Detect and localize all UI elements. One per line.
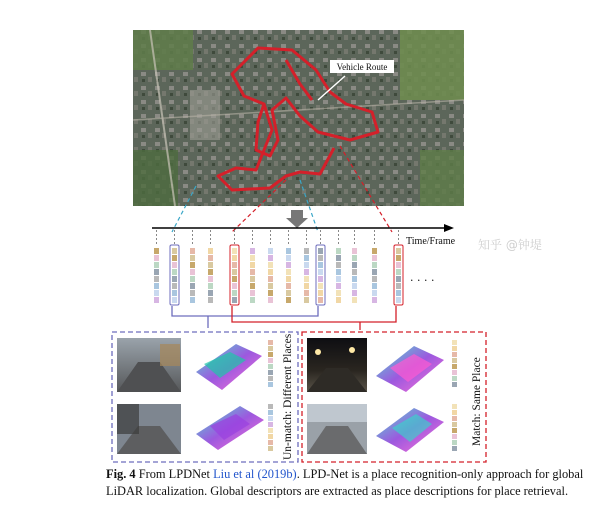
descriptor-cell (396, 255, 401, 261)
descriptor-cell (372, 262, 377, 268)
descriptor-cell (190, 297, 195, 303)
descriptor-cell (286, 255, 291, 261)
descriptor-cell (336, 255, 341, 261)
descriptor-cell (232, 290, 237, 296)
descriptor-cell (268, 297, 273, 303)
descriptor-cell (336, 262, 341, 268)
descriptor-cell (268, 376, 273, 381)
descriptor-cell (286, 283, 291, 289)
descriptor-cell (336, 283, 341, 289)
descriptor-cell (268, 404, 273, 409)
descriptor-cell (336, 297, 341, 303)
descriptor-cell (190, 255, 195, 261)
descriptor-cell (352, 248, 357, 254)
descriptor-cell (268, 290, 273, 296)
descriptor-cell (286, 276, 291, 282)
match-camera-top (307, 338, 367, 392)
descriptor-cell (172, 269, 177, 275)
descriptor-cell (286, 262, 291, 268)
descriptor-cell (352, 269, 357, 275)
descriptor-cell (396, 283, 401, 289)
descriptor-cell (268, 340, 273, 345)
descriptor-cell (396, 276, 401, 282)
descriptor-cell (268, 416, 273, 421)
descriptor-cell (304, 276, 309, 282)
descriptor-cell (318, 255, 323, 261)
descriptor-cell (232, 276, 237, 282)
unmatch-camera-bottom (117, 404, 181, 454)
descriptor-cell (304, 262, 309, 268)
route-label: Vehicle Route (336, 62, 388, 72)
unmatch-label: Un-match: Different Places (282, 333, 294, 460)
descriptor-cell (352, 290, 357, 296)
descriptor-cell (268, 269, 273, 275)
descriptor-cell (208, 269, 213, 275)
descriptor-cell (172, 255, 177, 261)
descriptor-cell (250, 276, 255, 282)
descriptor-cell (318, 269, 323, 275)
descriptor-cell (232, 262, 237, 268)
descriptor-cell (190, 248, 195, 254)
descriptor-cell (452, 370, 457, 375)
descriptor-columns (154, 230, 403, 305)
descriptor-cell (172, 248, 177, 254)
descriptor-cell (172, 276, 177, 282)
descriptor-cell (452, 446, 457, 451)
descriptor-cell (304, 248, 309, 254)
descriptor-cell (352, 262, 357, 268)
caption-prefix: Fig. 4 (106, 467, 136, 481)
descriptor-cell (452, 382, 457, 387)
descriptor-cell (396, 248, 401, 254)
descriptor-cell (268, 255, 273, 261)
descriptor-cell (154, 290, 159, 296)
match-pointcloud-top (376, 346, 444, 392)
descriptor-cell (396, 262, 401, 268)
descriptor-cell (336, 290, 341, 296)
descriptor-cell (232, 283, 237, 289)
descriptor-cell (190, 269, 195, 275)
timeline-ellipsis: · · · · (410, 274, 435, 287)
descriptor-cell (452, 410, 457, 415)
descriptor-cell (268, 262, 273, 268)
descriptor-cell (372, 297, 377, 303)
unmatch-pointcloud-bottom (196, 406, 264, 450)
descriptor-cell (268, 446, 273, 451)
descriptor-cell (452, 346, 457, 351)
descriptor-cell (318, 262, 323, 268)
unmatch-descriptor-vectors (268, 340, 273, 451)
caption-text-2: . LPD-Net is a place recognition-only approach for global LiDAR localization. Global descriptors are extracted as place descriptions for place retrieval. (106, 467, 584, 498)
descriptor-cell (352, 276, 357, 282)
descriptor-cell (208, 248, 213, 254)
descriptor-cell (396, 297, 401, 303)
descriptor-cell (452, 416, 457, 421)
descriptor-cell (268, 283, 273, 289)
descriptor-cell (268, 382, 273, 387)
descriptor-cell (154, 248, 159, 254)
descriptor-cell (250, 283, 255, 289)
descriptor-cell (452, 434, 457, 439)
descriptor-cell (372, 248, 377, 254)
descriptor-cell (372, 283, 377, 289)
caption-citation-link[interactable]: Liu et al (2019b) (213, 467, 297, 481)
descriptor-cell (304, 290, 309, 296)
descriptor-cell (336, 276, 341, 282)
descriptor-cell (232, 255, 237, 261)
descriptor-cell (336, 248, 341, 254)
descriptor-cell (396, 269, 401, 275)
descriptor-cell (208, 290, 213, 296)
descriptor-cell (208, 262, 213, 268)
descriptor-cell (250, 255, 255, 261)
match-camera-bottom (307, 404, 367, 454)
descriptor-cell (304, 255, 309, 261)
descriptor-cell (318, 283, 323, 289)
descriptor-cell (452, 340, 457, 345)
descriptor-cell (304, 283, 309, 289)
unmatch-pointcloud-top (196, 344, 262, 390)
descriptor-cell (232, 297, 237, 303)
descriptor-cell (318, 290, 323, 296)
descriptor-cell (268, 370, 273, 375)
descriptor-cell (190, 290, 195, 296)
descriptor-cell (452, 352, 457, 357)
descriptor-cell (268, 410, 273, 415)
descriptor-cell (208, 283, 213, 289)
descriptor-cell (172, 262, 177, 268)
down-arrow-icon (286, 210, 308, 228)
descriptor-cell (396, 290, 401, 296)
descriptor-cell (250, 290, 255, 296)
descriptor-cell (268, 434, 273, 439)
match-descriptor-vectors (452, 340, 457, 451)
match-label: Match: Same Place (471, 357, 483, 446)
descriptor-cell (172, 283, 177, 289)
caption-text-1: From LPDNet (135, 467, 214, 481)
descriptor-cell (208, 297, 213, 303)
descriptor-cell (208, 255, 213, 261)
descriptor-cell (250, 269, 255, 275)
unmatch-camera-top (117, 338, 181, 392)
descriptor-cell (318, 297, 323, 303)
descriptor-cell (286, 290, 291, 296)
descriptor-cell (286, 269, 291, 275)
descriptor-cell (268, 422, 273, 427)
descriptor-cell (190, 276, 195, 282)
descriptor-cell (172, 297, 177, 303)
descriptor-cell (352, 297, 357, 303)
descriptor-cell (232, 269, 237, 275)
match-brackets (172, 306, 396, 330)
descriptor-cell (452, 440, 457, 445)
figure-caption (106, 466, 596, 500)
descriptor-cell (154, 255, 159, 261)
descriptor-cell (232, 248, 237, 254)
descriptor-cell (286, 248, 291, 254)
descriptor-cell (452, 358, 457, 363)
descriptor-cell (352, 283, 357, 289)
descriptor-cell (154, 262, 159, 268)
descriptor-cell (268, 440, 273, 445)
descriptor-cell (452, 364, 457, 369)
descriptor-cell (372, 290, 377, 296)
descriptor-cell (268, 428, 273, 433)
descriptor-cell (372, 276, 377, 282)
timeline-arrowhead (444, 224, 454, 232)
descriptor-cell (452, 404, 457, 409)
descriptor-cell (250, 262, 255, 268)
descriptor-cell (318, 248, 323, 254)
descriptor-cell (190, 262, 195, 268)
descriptor-cell (304, 269, 309, 275)
descriptor-cell (268, 364, 273, 369)
descriptor-cell (318, 276, 323, 282)
descriptor-cell (268, 358, 273, 363)
descriptor-cell (286, 297, 291, 303)
descriptor-cell (372, 269, 377, 275)
descriptor-cell (250, 297, 255, 303)
match-pointcloud-bottom (376, 408, 444, 452)
watermark: 知乎 @钟堤 (478, 238, 542, 252)
descriptor-cell (154, 269, 159, 275)
descriptor-cell (336, 269, 341, 275)
descriptor-cell (268, 276, 273, 282)
descriptor-cell (304, 297, 309, 303)
descriptor-cell (352, 255, 357, 261)
descriptor-cell (268, 352, 273, 357)
descriptor-cell (154, 297, 159, 303)
descriptor-cell (268, 248, 273, 254)
descriptor-cell (452, 428, 457, 433)
descriptor-cell (452, 376, 457, 381)
descriptor-cell (154, 283, 159, 289)
descriptor-cell (154, 276, 159, 282)
descriptor-cell (268, 346, 273, 351)
descriptor-cell (190, 283, 195, 289)
descriptor-cell (172, 290, 177, 296)
descriptor-cell (372, 255, 377, 261)
descriptor-cell (208, 276, 213, 282)
descriptor-cell (250, 248, 255, 254)
descriptor-cell (452, 422, 457, 427)
timeline-label: Time/Frame (406, 236, 456, 247)
